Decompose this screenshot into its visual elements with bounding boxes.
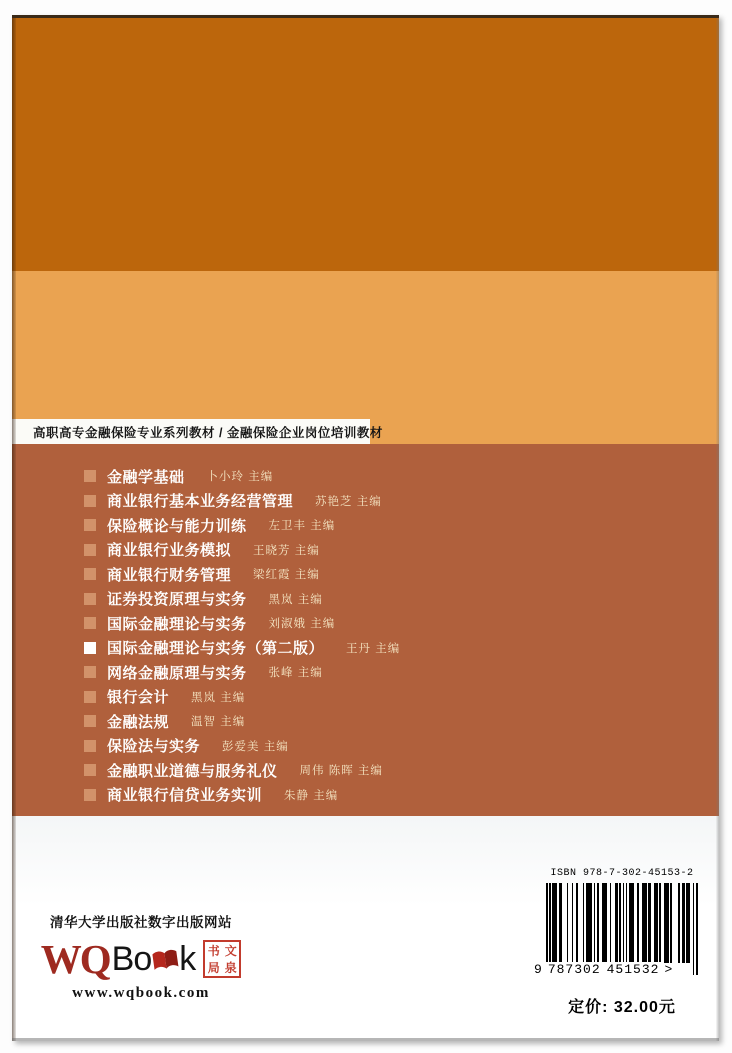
bullet-square-icon xyxy=(84,642,96,654)
barcode-bar xyxy=(670,883,672,963)
logo-k-text: k xyxy=(179,940,197,978)
barcode-bar xyxy=(642,883,647,963)
barcode-bar xyxy=(629,883,634,963)
series-title-band xyxy=(12,419,383,444)
bullet-square-icon xyxy=(84,470,96,482)
book-authors: 刘淑娥 主编 xyxy=(268,618,336,631)
book-title: 银行会计 xyxy=(107,689,170,707)
book-title: 商业银行业务模拟 xyxy=(107,542,232,560)
wqbook-logo xyxy=(36,936,246,982)
barcode-bar xyxy=(678,883,680,963)
barcode-bar xyxy=(610,883,612,963)
publisher-site-name: 清华大学出版社数字出版网站 xyxy=(50,915,232,930)
book-authors: 周伟 陈晖 主编 xyxy=(299,765,383,778)
book-title: 金融职业道德与服务礼仪 xyxy=(107,762,278,780)
list-item xyxy=(84,538,684,563)
list-item xyxy=(84,489,684,514)
top-color-band xyxy=(12,18,719,271)
seal-char: 文 xyxy=(224,943,237,958)
wenquan-seal-icon xyxy=(203,940,241,978)
barcode-bar xyxy=(615,883,618,963)
book-authors: 黑岚 主编 xyxy=(191,691,246,704)
book-authors: 梁红霞 主编 xyxy=(253,569,320,582)
barcode-digit-tail: > xyxy=(664,962,673,977)
book-authors: 彭爱美 主编 xyxy=(222,740,289,753)
barcode-bar xyxy=(586,883,592,963)
barcode-bar xyxy=(654,883,657,963)
list-item xyxy=(84,464,684,489)
barcode-bar xyxy=(576,883,578,963)
book-title: 网络金融原理与实务 xyxy=(107,664,247,682)
book-title: 国际金融理论与实务 xyxy=(107,615,247,633)
barcode-digit-group2: 451532 xyxy=(604,962,663,977)
list-item xyxy=(84,734,684,759)
bullet-square-icon xyxy=(84,519,96,531)
book-right-edge xyxy=(716,18,719,1041)
barcode-bar xyxy=(659,883,661,963)
bullet-square-icon xyxy=(84,544,96,556)
bullet-square-icon xyxy=(84,495,96,507)
bullet-square-icon xyxy=(84,740,96,752)
barcode-bar xyxy=(559,883,562,963)
logo-bo-text: Bo xyxy=(111,940,152,978)
list-item xyxy=(84,783,684,808)
book-title: 商业银行财务管理 xyxy=(107,566,232,584)
publisher-url: www.wqbook.com xyxy=(72,985,210,1001)
bullet-square-icon xyxy=(84,764,96,776)
seal-char: 局 xyxy=(207,960,220,975)
barcode-bar xyxy=(552,883,557,963)
price-label: 定价: 32.00元 xyxy=(568,999,676,1016)
book-title: 国际金融理论与实务（第二版） xyxy=(107,640,325,658)
isbn-label: ISBN 978-7-302-45153-2 xyxy=(550,868,694,879)
bullet-square-icon xyxy=(84,617,96,629)
book-back-cover xyxy=(12,15,719,1041)
book-authors: 左卫丰 主编 xyxy=(268,520,336,533)
barcode-bar xyxy=(594,883,596,963)
barcode-bar xyxy=(637,883,639,963)
book-left-edge xyxy=(12,18,16,1041)
barcode-block xyxy=(532,868,712,1017)
book-list xyxy=(84,464,684,807)
barcode-bar xyxy=(664,883,669,963)
book-title: 商业银行信贷业务实训 xyxy=(107,787,263,805)
barcode-bar xyxy=(682,883,685,963)
bullet-square-icon xyxy=(84,715,96,727)
list-item xyxy=(84,562,684,587)
book-authors: 王丹 主编 xyxy=(346,642,401,655)
list-item xyxy=(84,709,684,734)
book-authors: 张峰 主编 xyxy=(268,667,323,680)
logo-wq-text: WQ xyxy=(40,935,110,982)
book-authors: 朱静 主编 xyxy=(284,789,339,802)
book-title: 证券投资原理与实务 xyxy=(107,591,247,609)
list-item xyxy=(84,758,684,783)
seal-char: 书 xyxy=(207,943,220,958)
book-title: 金融学基础 xyxy=(107,468,185,486)
seal-char: 泉 xyxy=(224,960,237,975)
bullet-square-icon xyxy=(84,568,96,580)
book-title: 商业银行基本业务经营管理 xyxy=(107,493,294,511)
list-item xyxy=(84,587,684,612)
list-item xyxy=(84,513,684,538)
barcode-digits xyxy=(534,962,710,977)
list-item xyxy=(84,660,684,685)
book-authors: 苏艳芝 主编 xyxy=(315,495,382,508)
list-item xyxy=(84,611,684,636)
book-bottom-edge xyxy=(12,1038,719,1041)
barcode-bar xyxy=(626,883,628,963)
barcode-bar xyxy=(648,883,651,963)
barcode-bar xyxy=(583,883,585,963)
open-book-icon xyxy=(151,946,181,976)
book-authors: 黑岚 主编 xyxy=(268,593,323,606)
book-title: 保险法与实务 xyxy=(107,738,201,756)
book-authors: 温智 主编 xyxy=(191,716,246,729)
book-title: 保险概论与能力训练 xyxy=(107,517,247,535)
book-authors: 王晓芳 主编 xyxy=(253,544,320,557)
barcode-bar xyxy=(597,883,599,963)
book-title: 金融法规 xyxy=(107,713,170,731)
bullet-square-icon xyxy=(84,666,96,678)
bullet-square-icon xyxy=(84,691,96,703)
book-authors: 卜小玲 主编 xyxy=(206,471,274,484)
list-item xyxy=(84,685,684,710)
list-item xyxy=(84,636,684,661)
barcode-bar xyxy=(572,883,574,963)
series-title-label: 高职高专金融保险专业系列教材 / 金融保险企业岗位培训教材 xyxy=(33,425,383,440)
bullet-square-icon xyxy=(84,593,96,605)
barcode-bar xyxy=(686,883,689,963)
bullet-square-icon xyxy=(84,789,96,801)
barcode-digit-lead: 9 xyxy=(534,962,542,977)
publisher-block xyxy=(36,911,246,1002)
barcode-bar xyxy=(567,883,569,963)
barcode-digit-group1: 787302 xyxy=(545,962,604,977)
barcode-bar xyxy=(602,883,607,963)
